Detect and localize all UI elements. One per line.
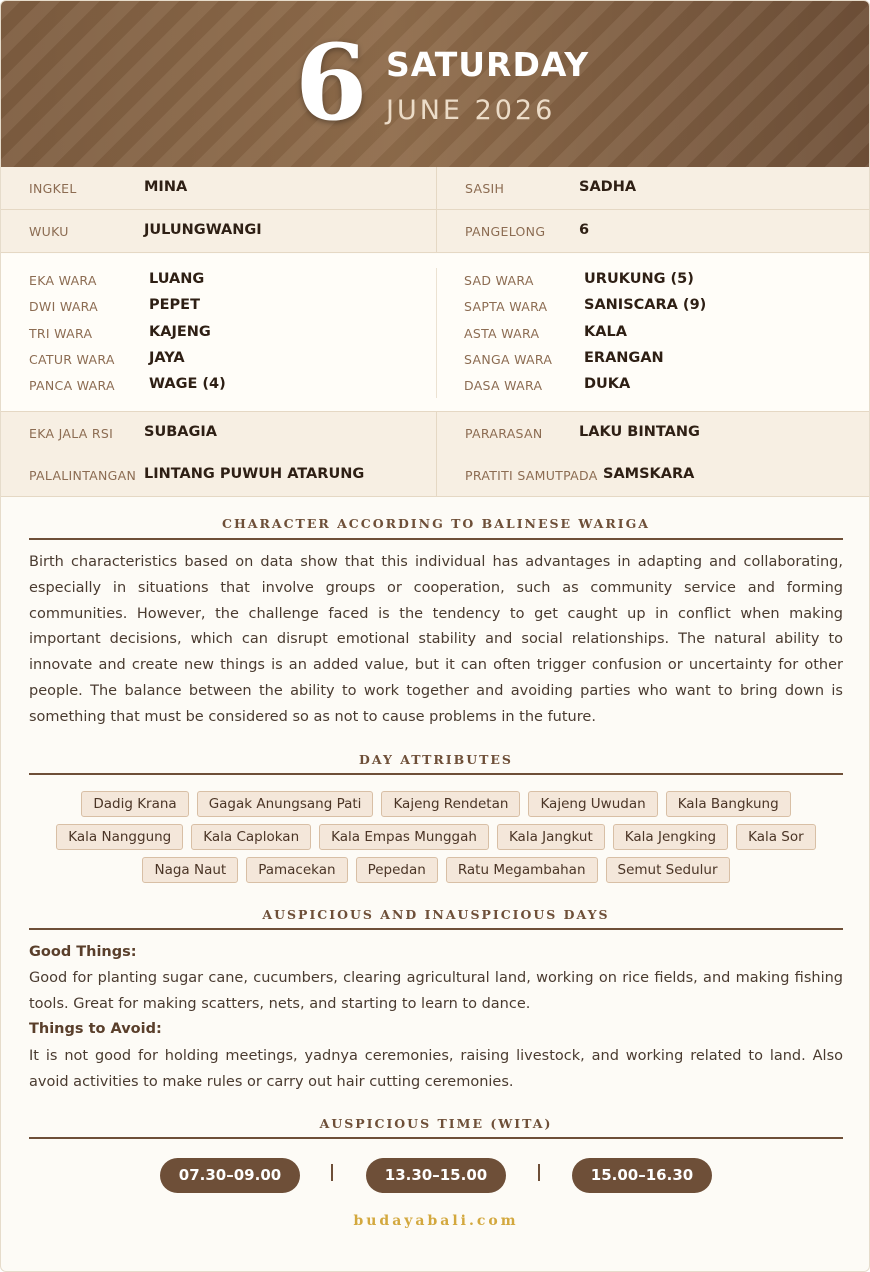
info-label: PARARASAN: [465, 426, 543, 441]
wara-label: ASTA WARA: [464, 326, 540, 341]
info-value: SUBAGIA: [144, 424, 218, 440]
attribute-tag: Naga Naut: [142, 857, 238, 883]
wara-label: DWI WARA: [29, 299, 99, 314]
info-row-ingkel-sasih: [1, 167, 870, 210]
tag-row: [29, 857, 843, 883]
info-cell-palalintangan: [1, 454, 436, 497]
wara-value: URUKUNG (5): [584, 271, 694, 287]
info-value: SAMSKARA: [603, 466, 695, 482]
time-slot-badge: 13.30–15.00: [366, 1158, 506, 1193]
wara-label: DASA WARA: [464, 378, 543, 393]
attribute-tag: Kala Sor: [736, 824, 816, 850]
date-header: [1, 1, 870, 167]
attribute-tag: Pepedan: [356, 857, 438, 883]
character-section-title: CHARACTER ACCORDING TO BALINESE WARIGA: [222, 516, 650, 531]
attribute-tag: Kala Bangkung: [666, 791, 791, 817]
site-footer-text: budayabali.com: [353, 1213, 519, 1229]
wara-value: WAGE (4): [149, 376, 226, 392]
things-to-avoid-heading: Things to Avoid:: [29, 1021, 162, 1037]
attribute-tag: Gagak Anungsang Pati: [197, 791, 374, 817]
tag-row: [29, 791, 843, 817]
info-label: PALALINTANGAN: [29, 468, 137, 483]
info-cell-pratiti-samutpada: [436, 454, 870, 497]
time-separator: [331, 1164, 333, 1181]
attribute-tag: Dadig Krana: [81, 791, 188, 817]
wara-value: DUKA: [584, 376, 631, 392]
info-value: MINA: [144, 179, 188, 195]
info-label: PANGELONG: [465, 224, 546, 239]
tag-row: [29, 824, 843, 850]
info-cell-eka-jala-rsi: [1, 412, 436, 455]
wara-value: LUANG: [149, 271, 205, 287]
wara-value: JAYA: [149, 350, 185, 366]
wara-label: SAD WARA: [464, 273, 534, 288]
info-label: EKA JALA RSI: [29, 426, 114, 441]
things-to-avoid-text: It is not good for holding meetings, yadnya ceremonies, raising livestock, and working related to land. Also avoid activities to make rules or carry out hair cutting ceremonies.: [29, 1048, 843, 1090]
wara-label: SAPTA WARA: [464, 299, 548, 314]
info-value: 6: [579, 222, 590, 238]
day-attributes-list: [29, 791, 843, 890]
info-row-palalintangan-pratiti: [1, 454, 870, 497]
day-name: SATURDAY: [386, 45, 590, 84]
wara-value: PEPET: [149, 297, 200, 313]
wara-value: SANISCARA (9): [584, 297, 707, 313]
wara-label: CATUR WARA: [29, 352, 115, 367]
days-section-title: AUSPICIOUS AND INAUSPICIOUS DAYS: [262, 907, 610, 922]
attribute-tag: Kala Nanggung: [56, 824, 183, 850]
attribute-tag: Kala Caplokan: [191, 824, 311, 850]
wara-label: EKA WARA: [29, 273, 97, 288]
good-things-text: Good for planting sugar cane, cucumbers, clearing agricultural land, working on rice fields, and making fishing tools. Great for making scatters, nets, and starting to learn to dance.: [29, 970, 843, 1012]
info-value: LAKU BINTANG: [579, 424, 700, 440]
times-section-title: AUSPICIOUS TIME (WITA): [319, 1116, 553, 1131]
good-things-heading: Good Things:: [29, 944, 137, 960]
section-divider: [29, 773, 843, 775]
time-slot-badge: 15.00–16.30: [572, 1158, 712, 1193]
section-divider: [29, 538, 843, 540]
attribute-tag: Semut Sedulur: [606, 857, 730, 883]
wara-value: KALA: [584, 324, 627, 340]
info-value: LINTANG PUWUH ATARUNG: [144, 466, 365, 482]
attribute-tag: Kala Jengking: [613, 824, 728, 850]
info-label: PRATITI SAMUTPADA: [465, 468, 598, 483]
section-divider: [29, 1137, 843, 1139]
wara-value: ERANGAN: [584, 350, 664, 366]
info-value: SADHA: [579, 179, 637, 195]
info-value: JULUNGWANGI: [144, 222, 262, 238]
info-cell-pangelong: [436, 210, 870, 253]
info-label: INGKEL: [29, 181, 77, 196]
attribute-tag: Kajeng Uwudan: [528, 791, 657, 817]
day-attributes-title: DAY ATTRIBUTES: [359, 752, 513, 767]
attribute-tag: Ratu Megambahan: [446, 857, 598, 883]
info-cell-wuku: [1, 210, 436, 253]
time-slot-badge: 07.30–09.00: [160, 1158, 300, 1193]
attribute-tag: Kala Empas Munggah: [319, 824, 489, 850]
month-year: JUNE 2026: [386, 95, 556, 126]
info-label: SASIH: [465, 181, 505, 196]
section-divider: [29, 928, 843, 930]
wara-label: PANCA WARA: [29, 378, 115, 393]
wara-label: TRI WARA: [29, 326, 93, 341]
info-cell-sasih: [436, 167, 870, 210]
info-row-wuku-pangelong: [1, 210, 870, 253]
info-row-ekajalarsi-pararasan: [1, 412, 870, 455]
wara-divider: [436, 268, 437, 398]
wara-table: [1, 254, 870, 412]
attribute-tag: Pamacekan: [246, 857, 347, 883]
character-description: Birth characteristics based on data show that this individual has advantages in adapting and collaborating, especially in situations that involve groups or cooperation, such as community service and forming communities. However, the challenge faced is the tendency to get caught up in conflict when making important decisions, which can disrupt emotional stability and social relationships. The natural ability to innovate and create new things is an added value, but it can often trigger confusion or uncertainty for other people. The balance between the ability to work together and avoiding parties who want to bring down is something that must be considered so as not to cause problems in the future.: [29, 554, 843, 725]
info-cell-ingkel: [1, 167, 436, 210]
info-label: WUKU: [29, 224, 69, 239]
attribute-tag: Kajeng Rendetan: [381, 791, 520, 817]
wara-label: SANGA WARA: [464, 352, 553, 367]
attribute-tag: Kala Jangkut: [497, 824, 605, 850]
info-cell-pararasan: [436, 412, 870, 455]
time-separator: [538, 1164, 540, 1181]
wara-value: KAJENG: [149, 324, 211, 340]
day-number: 6: [295, 21, 368, 144]
